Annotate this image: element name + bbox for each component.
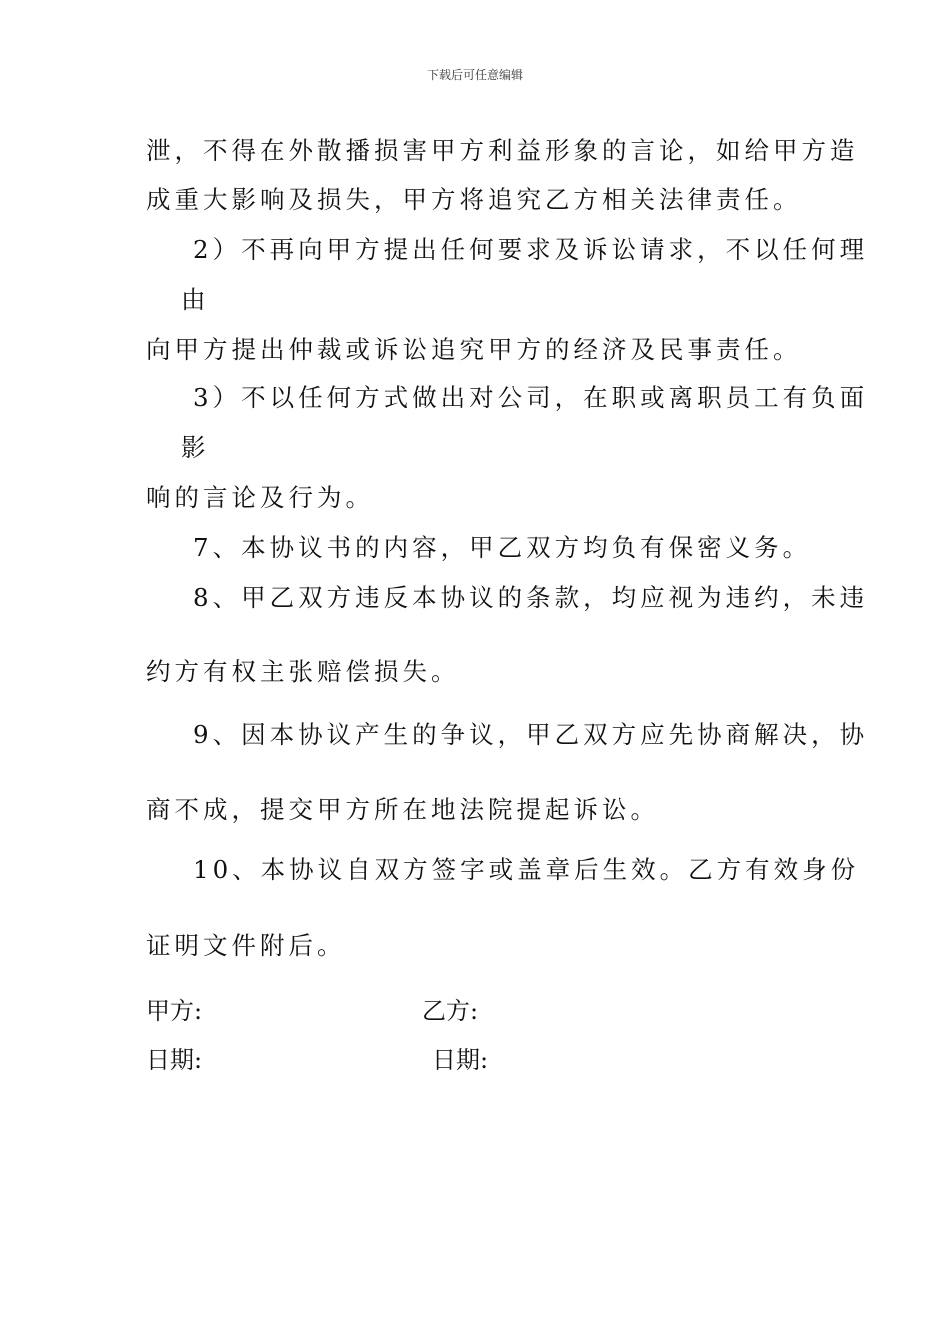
body-line: 2）不再向甲方提出任何要求及诉讼请求，不以任何理	[193, 235, 869, 264]
body-line: 由	[181, 285, 210, 314]
body-line: 成重大影响及损失，甲方将追究乙方相关法律责任。	[146, 185, 802, 214]
body-line: 影	[181, 433, 210, 462]
body-line: 3）不以任何方式做出对公司，在职或离职员工有负面	[193, 383, 869, 412]
party-a-label: 甲方:	[146, 997, 203, 1025]
body-line: 8、甲乙双方违反本协议的条款，均应视为违约，未违	[193, 583, 869, 612]
body-line: 9、因本协议产生的争议，甲乙双方应先协商解决，协	[193, 720, 869, 749]
body-line: 7、本协议书的内容，甲乙双方均负有保密义务。	[193, 533, 812, 562]
body-line: 响的言论及行为。	[146, 483, 374, 512]
body-line: 约方有权主张赔偿损失。	[146, 657, 460, 686]
body-line: 向甲方提出仲裁或诉讼追究甲方的经济及民事责任。	[146, 335, 802, 364]
date-b-label: 日期:	[432, 1046, 489, 1074]
date-a-label: 日期:	[146, 1046, 203, 1074]
body-line: 泄，不得在外散播损害甲方利益形象的言论，如给甲方造	[146, 136, 859, 165]
page-header: 下载后可任意编辑	[426, 68, 523, 82]
body-line: 商不成，提交甲方所在地法院提起诉讼。	[146, 795, 659, 824]
body-line: 证明文件附后。	[146, 931, 346, 960]
party-b-label: 乙方:	[422, 997, 479, 1025]
body-line: 10、本协议自双方签字或盖章后生效。乙方有效身份	[193, 855, 860, 884]
